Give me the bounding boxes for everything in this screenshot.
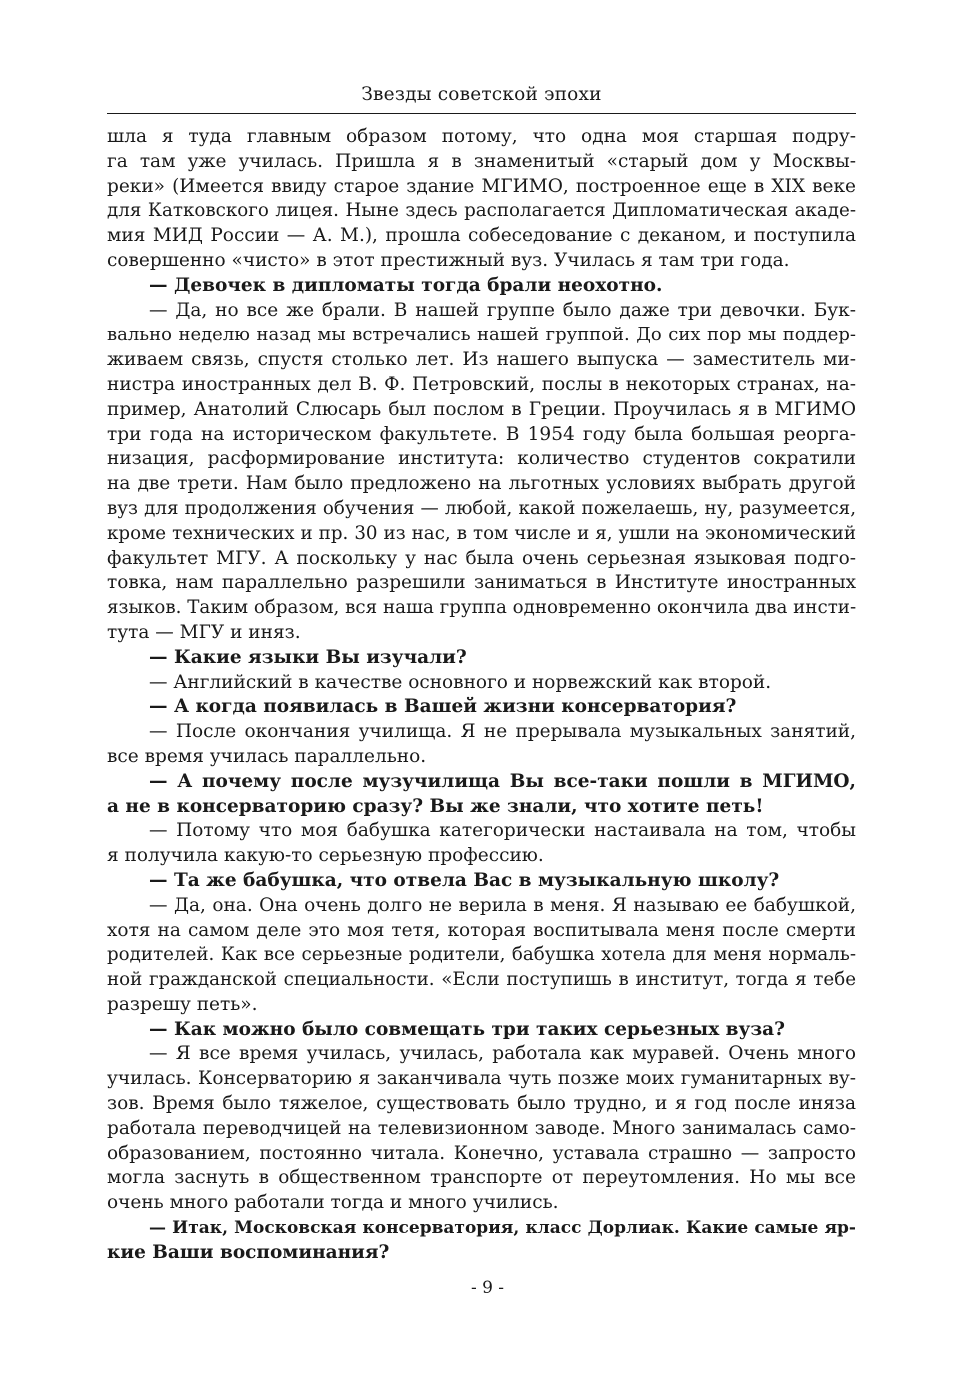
answer-line: — Да, но все же брали. В нашей группе было даже три девочки. Бук- — [149, 299, 856, 321]
text-line: очень много работали тогда и много учились. — [107, 1192, 559, 1214]
text-line: низация, расформирование института: количество студентов сократили — [107, 448, 856, 470]
text-line: ной гражданской специальности. «Если поступишь в институт, тогда я тебе — [107, 969, 856, 991]
question-line: — Девочек в дипломаты тогда брали неохотно. — [149, 274, 663, 296]
text-line: языков. Таким образом, вся наша группа одновременно окончила два инсти- — [107, 597, 857, 619]
text-line: пример, Анатолий Слюсарь был послом в Греции. Проучилась я в МГИМО — [107, 398, 856, 420]
question-line: а не в консерваторию сразу? Вы же знали, что хотите петь! — [107, 795, 764, 817]
text-line: вуз для продолжения обучения — любой, какой пожелаешь, ну, разумеется, — [107, 497, 856, 519]
text-line: все время училась параллельно. — [107, 745, 427, 767]
text-line: тута — МГУ и иняз. — [107, 621, 301, 643]
answer-line: — Потому что моя бабушка категорически настаивала на том, чтобы — [149, 820, 856, 842]
text-line: товка, нам параллельно разрешили заниматься в Институте иностранных — [107, 572, 856, 594]
text-line: родителей. Как все серьезные родители, бабушка хотела для меня нормаль- — [107, 944, 856, 966]
question-line: — Как можно было совмещать три таких серьезных вуза? — [149, 1018, 785, 1040]
text-line: нистра иностранных дел В. Ф. Петровский, послы в некоторых странах, на- — [107, 373, 856, 395]
text-line: училась. Консерваторию я заканчивала чуть позже моих гуманитарных ву- — [107, 1068, 856, 1090]
answer-line: — После окончания училища. Я не прерывала музыкальных занятий, — [149, 721, 856, 743]
text-line: факультет МГУ. А поскольку у нас была очень серьезная языковая подго- — [107, 547, 856, 569]
body-text — [107, 125, 856, 1266]
text-line: живаем связь, спустя столько лет. Из нашего выпуска — заместитель ми- — [107, 349, 856, 371]
text-line: зов. Время было тяжелое, существовать было трудно, и я год после иняза — [107, 1093, 856, 1115]
text-line: разрешу петь». — [107, 993, 258, 1015]
text-line: кроме технических и пр. 30 из нас, в том числе и я, ушли на экономический — [107, 522, 856, 544]
text-line: могла заснуть в общественном транспорте от переутомления. Но мы все — [107, 1167, 856, 1189]
question-line: — А когда появилась в Вашей жизни консерватория? — [149, 696, 737, 718]
running-head: Звезды советской эпохи — [361, 84, 602, 105]
text-line: вально неделю назад мы встречались нашей группой. До сих пор мы поддер- — [107, 324, 856, 346]
text-line: хотя на самом деле это моя тетя, которая воспитывала меня после смерти — [107, 919, 856, 941]
text-line: я получила какую-то серьезную профессию. — [107, 845, 544, 867]
question-line: — Итак, Московская консерватория, класс Дорлиак. Какие самые яр- — [149, 1218, 856, 1239]
header-rule — [107, 113, 856, 114]
question-line: — Какие языки Вы изучали? — [149, 646, 467, 668]
text-line: работала переводчицей на телевизионном заводе. Много занималась само- — [107, 1117, 856, 1139]
text-line: га там уже училась. Пришла я в знаменитый «старый дом у Москвы- — [107, 150, 856, 172]
question-line: кие Ваши воспоминания? — [107, 1241, 390, 1263]
text-line: для Катковского лицея. Ныне здесь располагается Дипломатическая акаде- — [107, 200, 856, 222]
text-line: реки» (Имеется ввиду старое здание МГИМО, построенное еще в XIX веке — [107, 175, 856, 197]
page-number: - 9 - — [470, 1278, 505, 1298]
text-line: совершенно «чисто» в этот престижный вуз. Училась я там три года. — [107, 249, 790, 271]
answer-line: — Да, она. Она очень долго не верила в меня. Я называю ее бабушкой, — [149, 894, 856, 916]
text-line: образованием, постоянно читала. Конечно, уставала страшно — запросто — [107, 1142, 856, 1164]
text-line: три года на историческом факультете. В 1954 году была большая реорга- — [107, 423, 856, 445]
text-line: на две трети. Нам было предложено на льготных условиях выбрать другой — [107, 473, 856, 495]
text-line: шла я туда главным образом потому, что одна моя старшая подру- — [107, 126, 856, 147]
question-line: — А почему после музучилища Вы все-таки пошли в МГИМО, — [149, 770, 856, 792]
answer-line: — Я все время училась, училась, работала как муравей. Очень много — [149, 1043, 856, 1065]
answer-line: — Английский в качестве основного и норвежский как второй. — [149, 671, 772, 693]
question-line: — Та же бабушка, что отвела Вас в музыкальную школу? — [149, 869, 780, 891]
text-line: мия МИД России — А. М.), прошла собеседование с деканом, и поступила — [107, 225, 856, 247]
